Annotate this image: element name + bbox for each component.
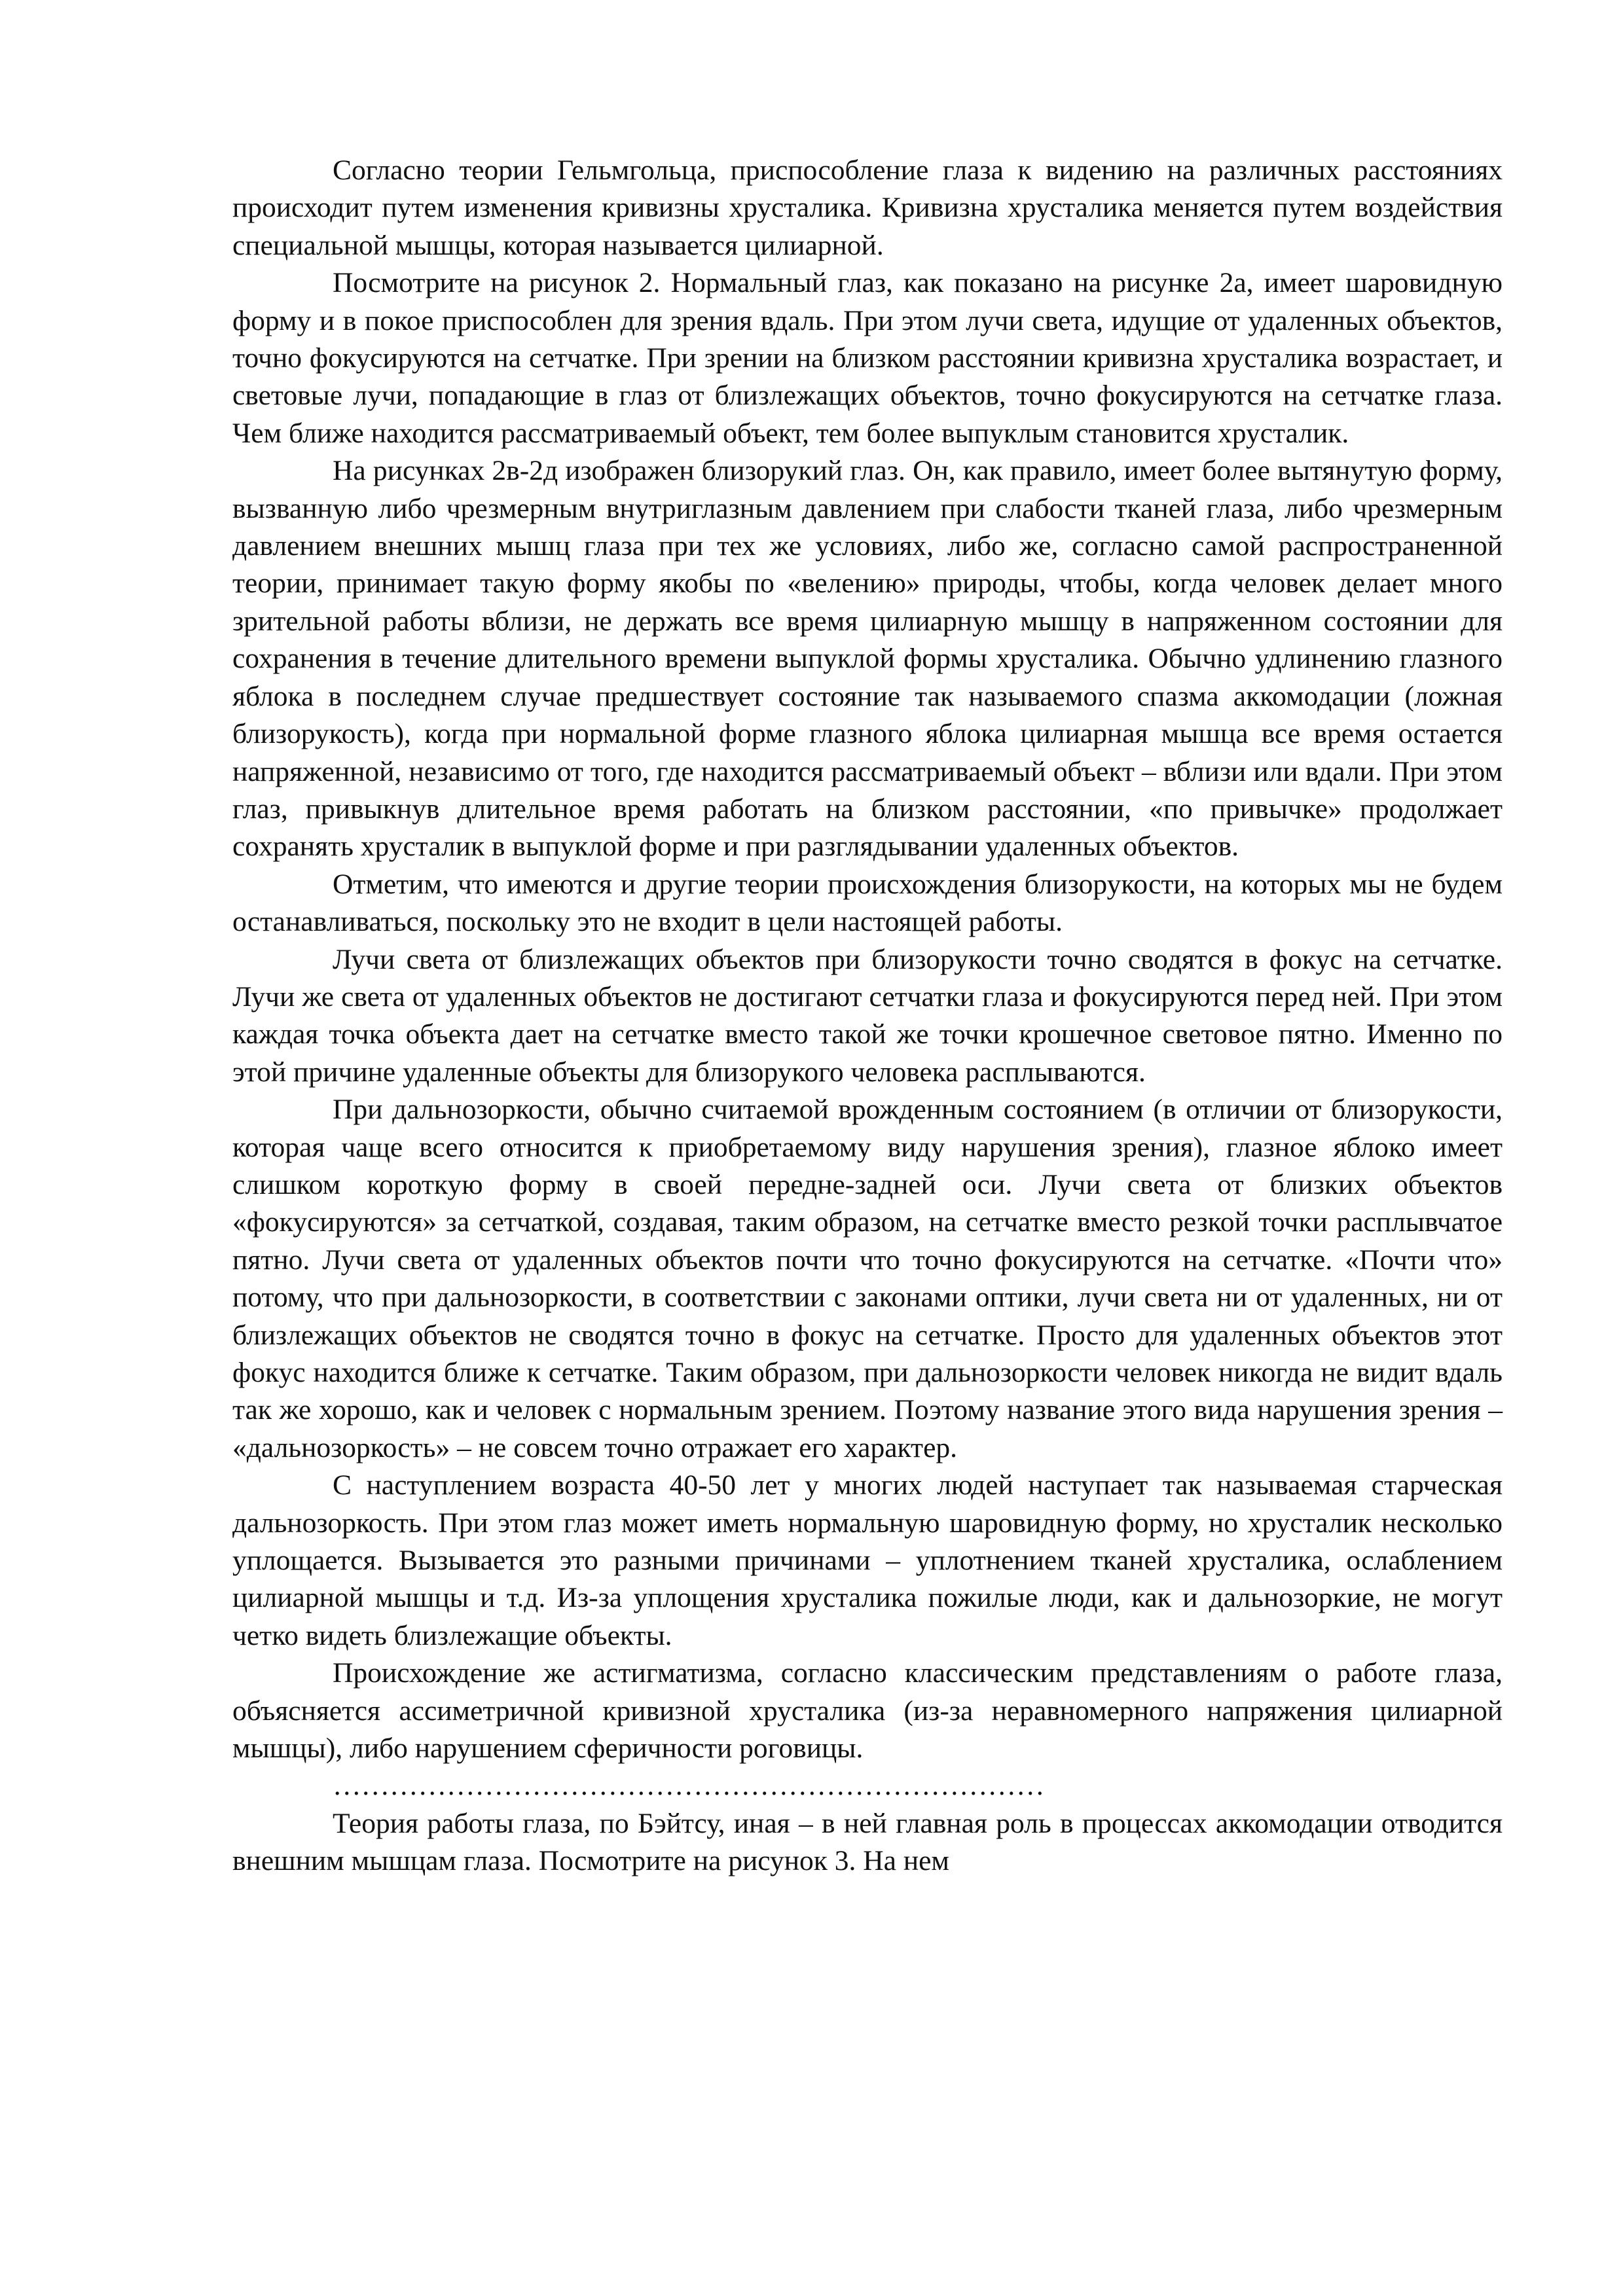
paragraph-hyperopia: При дальнозоркости, обычно считаемой врожденным состоянием (в отличии от близорукости, которая чаще всего относится к приобретаемому виду нарушения зрения), глазное яблоко имеет слишком короткую форму в своей передне-задней оси. Лучи света от близких объектов «фокусируются» за сетчаткой, создавая, таким образом, на сетчатке вместо резкой точки расплывчатое пятно. Лучи света от удаленных объектов почти что точно фокусируются на сетчатке. «Почти что» потому, что при дальнозоркости, в соответствии с законами оптики, лучи света ни от удаленных, ни от близлежащих объектов не сводятся точно в фокус на сетчатке. Просто для удаленных объектов этот фокус находится ближе к сетчатке. Таким образом, при дальнозоркости человек никогда не видит вдаль так же хорошо, как и человек с нормальным зрением. Поэтому название этого вида нарушения зрения – «дальнозоркость» – не совсем точно отражает его характер. <box>232 1094 1503 1463</box>
paragraph-normal-eye: Посмотрите на рисунок 2. Нормальный глаз, как показано на рисунке 2а, имеет шаровидную форму и в покое приспособлен для зрения вдаль. При этом лучи света, идущие от удаленных объектов, точно фокусируются на сетчатке. При зрении на близком расстоянии кривизна хрусталика возрастает, и световые лучи, попадающие в глаз от близлежащих объектов, точно фокусируются на сетчатке глаза. Чем ближе находится рассматриваемый объект, тем более выпуклым становится хрусталик. <box>232 267 1503 449</box>
text-column <box>232 152 1503 1880</box>
paragraph-other-theories: Отметим, что имеются и другие теории происхождения близорукости, на которых мы не будем останавливаться, поскольку это не входит в цели настоящей работы. <box>232 868 1503 938</box>
dotted-separator: ………………………………………………………………… <box>333 1770 1045 1802</box>
paragraph-myopia-focus: Лучи света от близлежащих объектов при близорукости точно сводятся в фокус на сетчатке. Лучи же света от удаленных объектов не достигают сетчатки глаза и фокусируются перед ней. При этом каждая точка объекта дает на сетчатке вместо такой же точки крошечное световое пятно. Именно по этой причине удаленные объекты для близорукого человека расплываются. <box>232 943 1503 1088</box>
paragraph-myopic-eye: На рисунках 2в-2д изображен близорукий глаз. Он, как правило, имеет более вытянутую форму, вызванную либо чрезмерным внутриглазным давлением при слабости тканей глаза, либо чрезмерным давлением внешних мышц глаза при тех же условиях, либо же, согласно самой распространенной теории, принимает такую форму якобы по «велению» природы, чтобы, когда человек делает много зрительной работы вблизи, не держать все время цилиарную мышцу в напряженном состоянии для сохранения в течение длительного времени выпуклой формы хрусталика. Обычно удлинению глазного яблока в последнем случае предшествует состояние так называемого спазма аккомодации (ложная близорукость), когда при нормальной форме глазного яблока цилиарная мышца все время остается напряженной, независимо от того, где находится рассматриваемый объект – вблизи или вдали. При этом глаз, привыкнув длительное время работать на близком расстоянии, «по привычке» продолжает сохранять хрусталик в выпуклой форме и при разглядывании удаленных объектов. <box>232 455 1503 863</box>
paragraph-helmholtz-theory: Согласно теории Гельмгольца, приспособление глаза к видению на различных расстояниях происходит путем изменения кривизны хрусталика. Кривизна хрусталика меняется путем воздействия специальной мышцы, которая называется цилиарной. <box>232 154 1503 261</box>
paragraph-bates-theory: Теория работы глаза, по Бэйтсу, иная – в ней главная роль в процессах аккомодации отводится внешним мышцам глаза. Посмотрите на рисунок 3. На нем <box>232 1807 1503 1877</box>
paragraph-astigmatism: Происхождение же астигматизма, согласно классическим представлениям о работе глаза, объясняется ассиметричной кривизной хрусталика (из-за неравномерного напряжения цилиарной мышцы), либо нарушением сферичности роговицы. <box>232 1657 1503 1765</box>
paragraph-presbyopia: С наступлением возраста 40-50 лет у многих людей наступает так называемая старческая дальнозоркость. При этом глаз может иметь нормальную шаровидную форму, но хрусталик несколько уплощается. Вызывается это разными причинами – уплотнением тканей хрусталика, ослаблением цилиарной мышцы и т.д. Из-за уплощения хрусталика пожилые люди, как и дальнозоркие, не могут четко видеть близлежащие объекты. <box>232 1469 1503 1651</box>
